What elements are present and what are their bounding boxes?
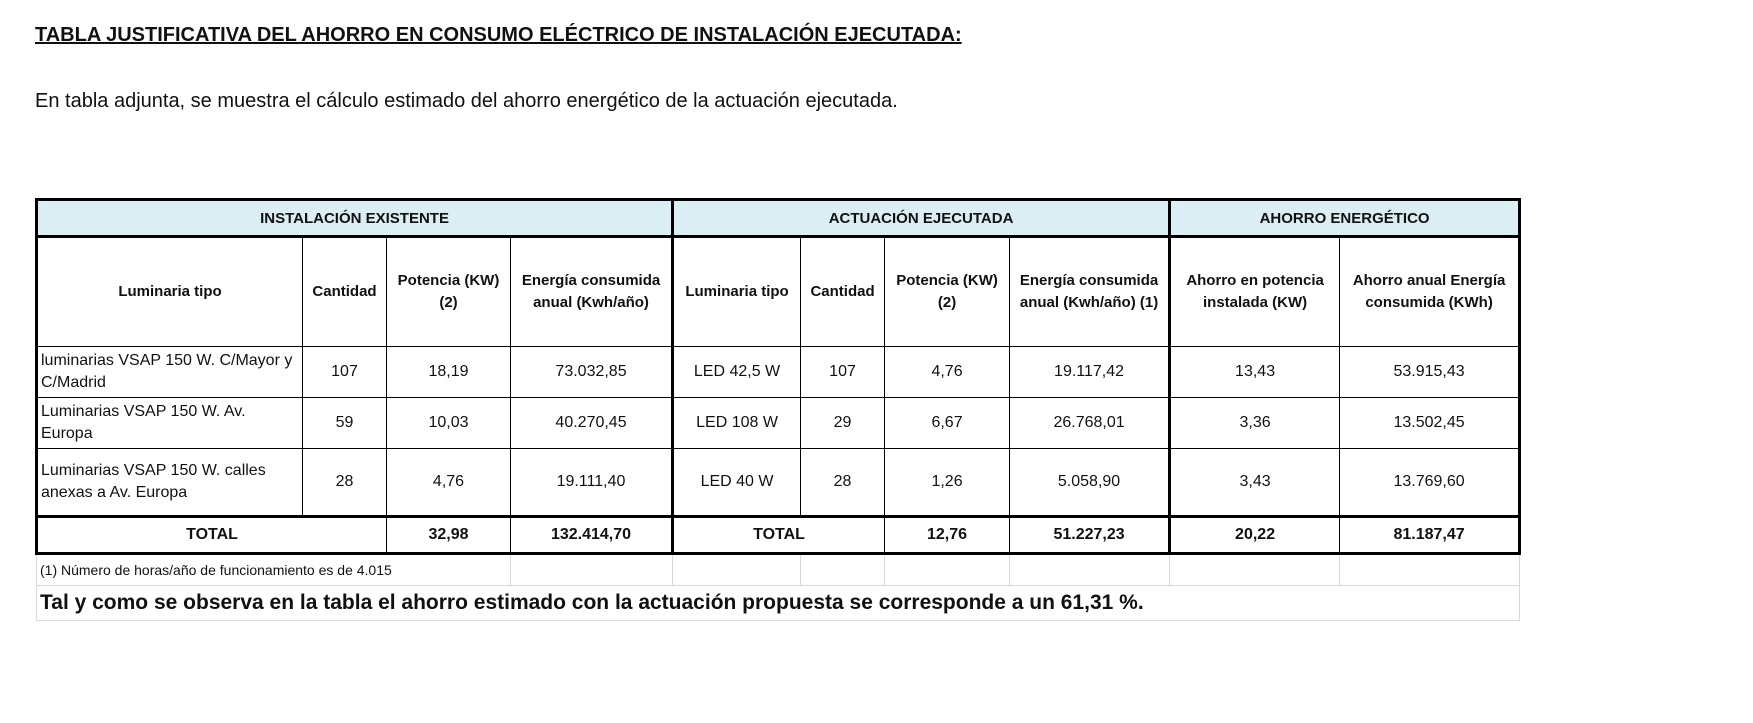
cell-energy: 19.117,42: [1010, 347, 1170, 398]
empty-cell: [1340, 554, 1520, 586]
cell-energy: 40.270,45: [511, 398, 673, 449]
empty-cell: [885, 554, 1010, 586]
cell-luminaire: Luminarias VSAP 150 W. calles anexas a Av. Europa: [37, 449, 303, 517]
header-quantity: Cantidad: [303, 237, 387, 347]
table-row: [37, 449, 1520, 517]
cell-energy: 5.058,90: [1010, 449, 1170, 517]
savings-table: [35, 198, 1521, 621]
cell-power: 6,67: [885, 398, 1010, 449]
total-power-existing: 32,98: [387, 517, 511, 554]
total-energy-saving: 81.187,47: [1340, 517, 1520, 554]
footnote: (1) Número de horas/año de funcionamiento es de 4.015: [37, 554, 511, 586]
cell-power: 1,26: [885, 449, 1010, 517]
total-power-saving: 20,22: [1170, 517, 1340, 554]
cell-power-saving: 13,43: [1170, 347, 1340, 398]
cell-luminaire: luminarias VSAP 150 W. C/Mayor y C/Madrid: [37, 347, 303, 398]
cell-quantity: 28: [801, 449, 885, 517]
conclusion-row: [37, 586, 1520, 621]
cell-energy-saving: 53.915,43: [1340, 347, 1520, 398]
header-annual-energy: Energía consumida anual (Kwh/año) (1): [1010, 237, 1170, 347]
cell-luminaire: Luminarias VSAP 150 W. Av. Europa: [37, 398, 303, 449]
header-annual-energy: Energía consumida anual (Kwh/año): [511, 237, 673, 347]
cell-power-saving: 3,43: [1170, 449, 1340, 517]
header-power: Potencia (KW) (2): [387, 237, 511, 347]
cell-power: 18,19: [387, 347, 511, 398]
header-power: Potencia (KW) (2): [885, 237, 1010, 347]
cell-luminaire: LED 108 W: [673, 398, 801, 449]
footnote-row: [37, 554, 1520, 586]
header-quantity: Cantidad: [801, 237, 885, 347]
cell-quantity: 59: [303, 398, 387, 449]
total-power-executed: 12,76: [885, 517, 1010, 554]
group-executed-action: ACTUACIÓN EJECUTADA: [673, 200, 1170, 237]
cell-quantity: 107: [303, 347, 387, 398]
conclusion-text: Tal y como se observa en la tabla el ahorro estimado con la actuación propuesta se corresponde a un 61,31 %.: [37, 586, 1520, 621]
header-luminaire-type: Luminaria tipo: [673, 237, 801, 347]
empty-cell: [801, 554, 885, 586]
cell-power: 4,76: [885, 347, 1010, 398]
empty-cell: [673, 554, 801, 586]
header-luminaire-type: Luminaria tipo: [37, 237, 303, 347]
empty-cell: [1170, 554, 1340, 586]
header-power-saving: Ahorro en potencia instalada (KW): [1170, 237, 1340, 347]
cell-power: 10,03: [387, 398, 511, 449]
empty-cell: [1010, 554, 1170, 586]
table-row: [37, 347, 1520, 398]
intro-paragraph: En tabla adjunta, se muestra el cálculo estimado del ahorro energético de la actuación ejecutada.: [35, 90, 898, 112]
group-header-row: [37, 200, 1520, 237]
cell-power-saving: 3,36: [1170, 398, 1340, 449]
cell-energy: 19.111,40: [511, 449, 673, 517]
total-energy-executed: 51.227,23: [1010, 517, 1170, 554]
cell-quantity: 28: [303, 449, 387, 517]
total-label-executed: TOTAL: [673, 517, 885, 554]
cell-energy: 73.032,85: [511, 347, 673, 398]
table-row: [37, 398, 1520, 449]
cell-quantity: 107: [801, 347, 885, 398]
cell-luminaire: LED 40 W: [673, 449, 801, 517]
header-energy-saving: Ahorro anual Energía consumida (KWh): [1340, 237, 1520, 347]
group-existing-installation: INSTALACIÓN EXISTENTE: [37, 200, 673, 237]
cell-luminaire: LED 42,5 W: [673, 347, 801, 398]
cell-power: 4,76: [387, 449, 511, 517]
group-energy-saving: AHORRO ENERGÉTICO: [1170, 200, 1520, 237]
column-header-row: [37, 237, 1520, 347]
totals-row: [37, 517, 1520, 554]
cell-energy-saving: 13.769,60: [1340, 449, 1520, 517]
empty-cell: [511, 554, 673, 586]
cell-quantity: 29: [801, 398, 885, 449]
total-energy-existing: 132.414,70: [511, 517, 673, 554]
total-label-existing: TOTAL: [37, 517, 387, 554]
cell-energy: 26.768,01: [1010, 398, 1170, 449]
document-title: TABLA JUSTIFICATIVA DEL AHORRO EN CONSUMO ELÉCTRICO DE INSTALACIÓN EJECUTADA:: [35, 24, 962, 46]
cell-energy-saving: 13.502,45: [1340, 398, 1520, 449]
